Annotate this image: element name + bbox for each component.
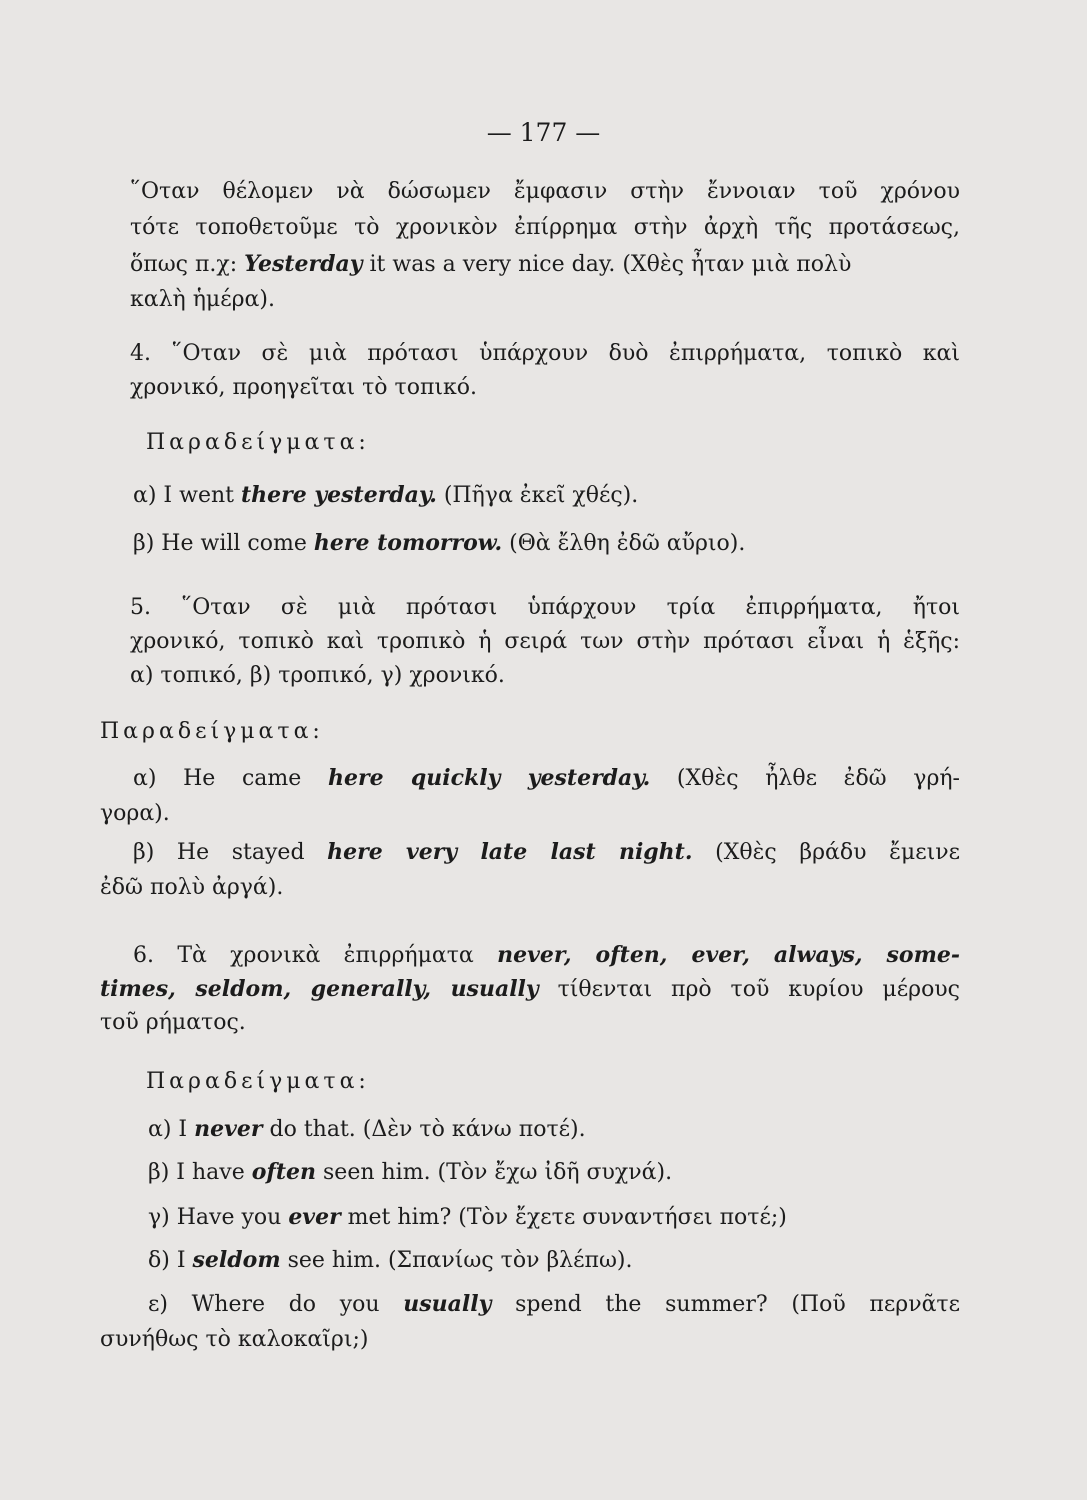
italic-term: seldom	[192, 1247, 281, 1273]
text: it was a very nice day. (Χθὲς ἦταν μιὰ πολὺ	[362, 252, 852, 277]
para1-line4: καλὴ ἡμέρα).	[130, 287, 275, 312]
italic-term: there yesterday.	[240, 482, 437, 508]
italic-term: times, seldom, generally, usually	[100, 976, 539, 1002]
example-item	[148, 1202, 978, 1233]
example-item	[133, 528, 963, 559]
italic-term: ever	[288, 1204, 341, 1230]
rule5-line3: α) τοπικό, β) τροπικό, γ) χρονικό.	[130, 663, 505, 688]
examples-heading: Παραδείγματα:	[100, 719, 324, 744]
example-item	[133, 480, 963, 511]
italic-term: never, often, ever, always, some-	[497, 942, 960, 968]
examples-heading: Παραδείγματα:	[146, 430, 370, 455]
text: τίθενται πρὸ τοῦ κυρίου μέρους	[538, 977, 961, 1002]
italic-term: Yesterday	[244, 251, 363, 277]
text: α) I went	[133, 483, 241, 508]
example-item	[148, 1157, 978, 1188]
para1-line2: τότε τοποθετοῦμε τὸ χρονικὸν ἐπίρρημα στὴν ἀρχὴ τῆς προτάσεως,	[130, 215, 960, 240]
rule6-line2	[100, 974, 960, 1005]
rule6-line1	[133, 940, 960, 971]
text: β) He stayed	[133, 840, 328, 865]
text: β) I have	[148, 1160, 252, 1185]
italic-term: here tomorrow.	[313, 530, 503, 556]
text: (Χθὲς ἦλθε ἐδῶ γρή-	[650, 766, 960, 791]
italic-term: usually	[403, 1291, 492, 1317]
text: do that. (Δὲν τὸ κάνω ποτέ).	[262, 1117, 586, 1142]
text: spend the summer? (Ποῦ περνᾶτε	[491, 1292, 960, 1317]
example-item	[148, 1114, 978, 1145]
examples-heading: Παραδείγματα:	[146, 1069, 370, 1094]
example-item-cont: γορα).	[100, 801, 170, 826]
rule5-line1: 5. ῞Οταν σὲ μιὰ πρότασι ὑπάρχουν τρία ἐπιρρήματα, ἤτοι	[130, 595, 960, 620]
text: δ) I	[148, 1248, 193, 1273]
text: (Θὰ ἔλθη ἐδῶ αὔριο).	[502, 531, 746, 556]
text: β) He will come	[133, 531, 314, 556]
example-item	[148, 1245, 978, 1276]
example-item	[133, 837, 960, 868]
example-item-cont: ἐδῶ πολὺ ἀργά).	[100, 875, 284, 900]
example-item-cont: συνήθως τὸ καλοκαῖρι;)	[100, 1327, 369, 1352]
rule6-line3: τοῦ ρήματος.	[100, 1010, 246, 1035]
italic-term: often	[251, 1159, 317, 1185]
text: see him. (Σπανίως τὸν βλέπω).	[280, 1248, 633, 1273]
text: ὅπως π.χ:	[130, 252, 245, 277]
rule4-line2: χρονικό, προηγεῖται τὸ τοπικό.	[130, 375, 478, 400]
text: α) He came	[133, 766, 328, 791]
text: 6. Τὰ χρονικὰ ἐπιρρήματα	[133, 943, 498, 968]
text: γ) Have you	[148, 1205, 289, 1230]
para1-line1: ῞Οταν θέλομεν νὰ δώσωμεν ἔμφασιν στὴν ἔννοιαν τοῦ χρόνου	[130, 179, 960, 204]
rule5-line2: χρονικό, τοπικὸ καὶ τροπικὸ ἡ σειρά των στὴν πρότασι εἶναι ἡ ἑξῆς:	[130, 629, 960, 654]
text: seen him. (Τὸν ἔχω ἰδῆ συχνά).	[316, 1160, 673, 1185]
example-item	[133, 763, 960, 794]
text: α) I	[148, 1117, 195, 1142]
italic-term: never	[194, 1116, 263, 1142]
page-number: — 177 —	[486, 118, 601, 147]
italic-term: here very late last night.	[327, 839, 693, 865]
example-item	[148, 1289, 960, 1320]
text: (Πῆγα ἐκεῖ χθές).	[436, 483, 639, 508]
text: met him? (Τὸν ἔχετε συναντήσει ποτέ;)	[340, 1205, 787, 1230]
italic-term: here quickly yesterday.	[327, 765, 651, 791]
para1-line3	[130, 249, 960, 280]
rule4-line1: 4. ῞Οταν σὲ μιὰ πρότασι ὑπάρχουν δυὸ ἐπιρρήματα, τοπικὸ καὶ	[130, 341, 960, 366]
text: ε) Where do you	[148, 1292, 404, 1317]
text: (Χθὲς βράδυ ἔμεινε	[692, 840, 960, 865]
